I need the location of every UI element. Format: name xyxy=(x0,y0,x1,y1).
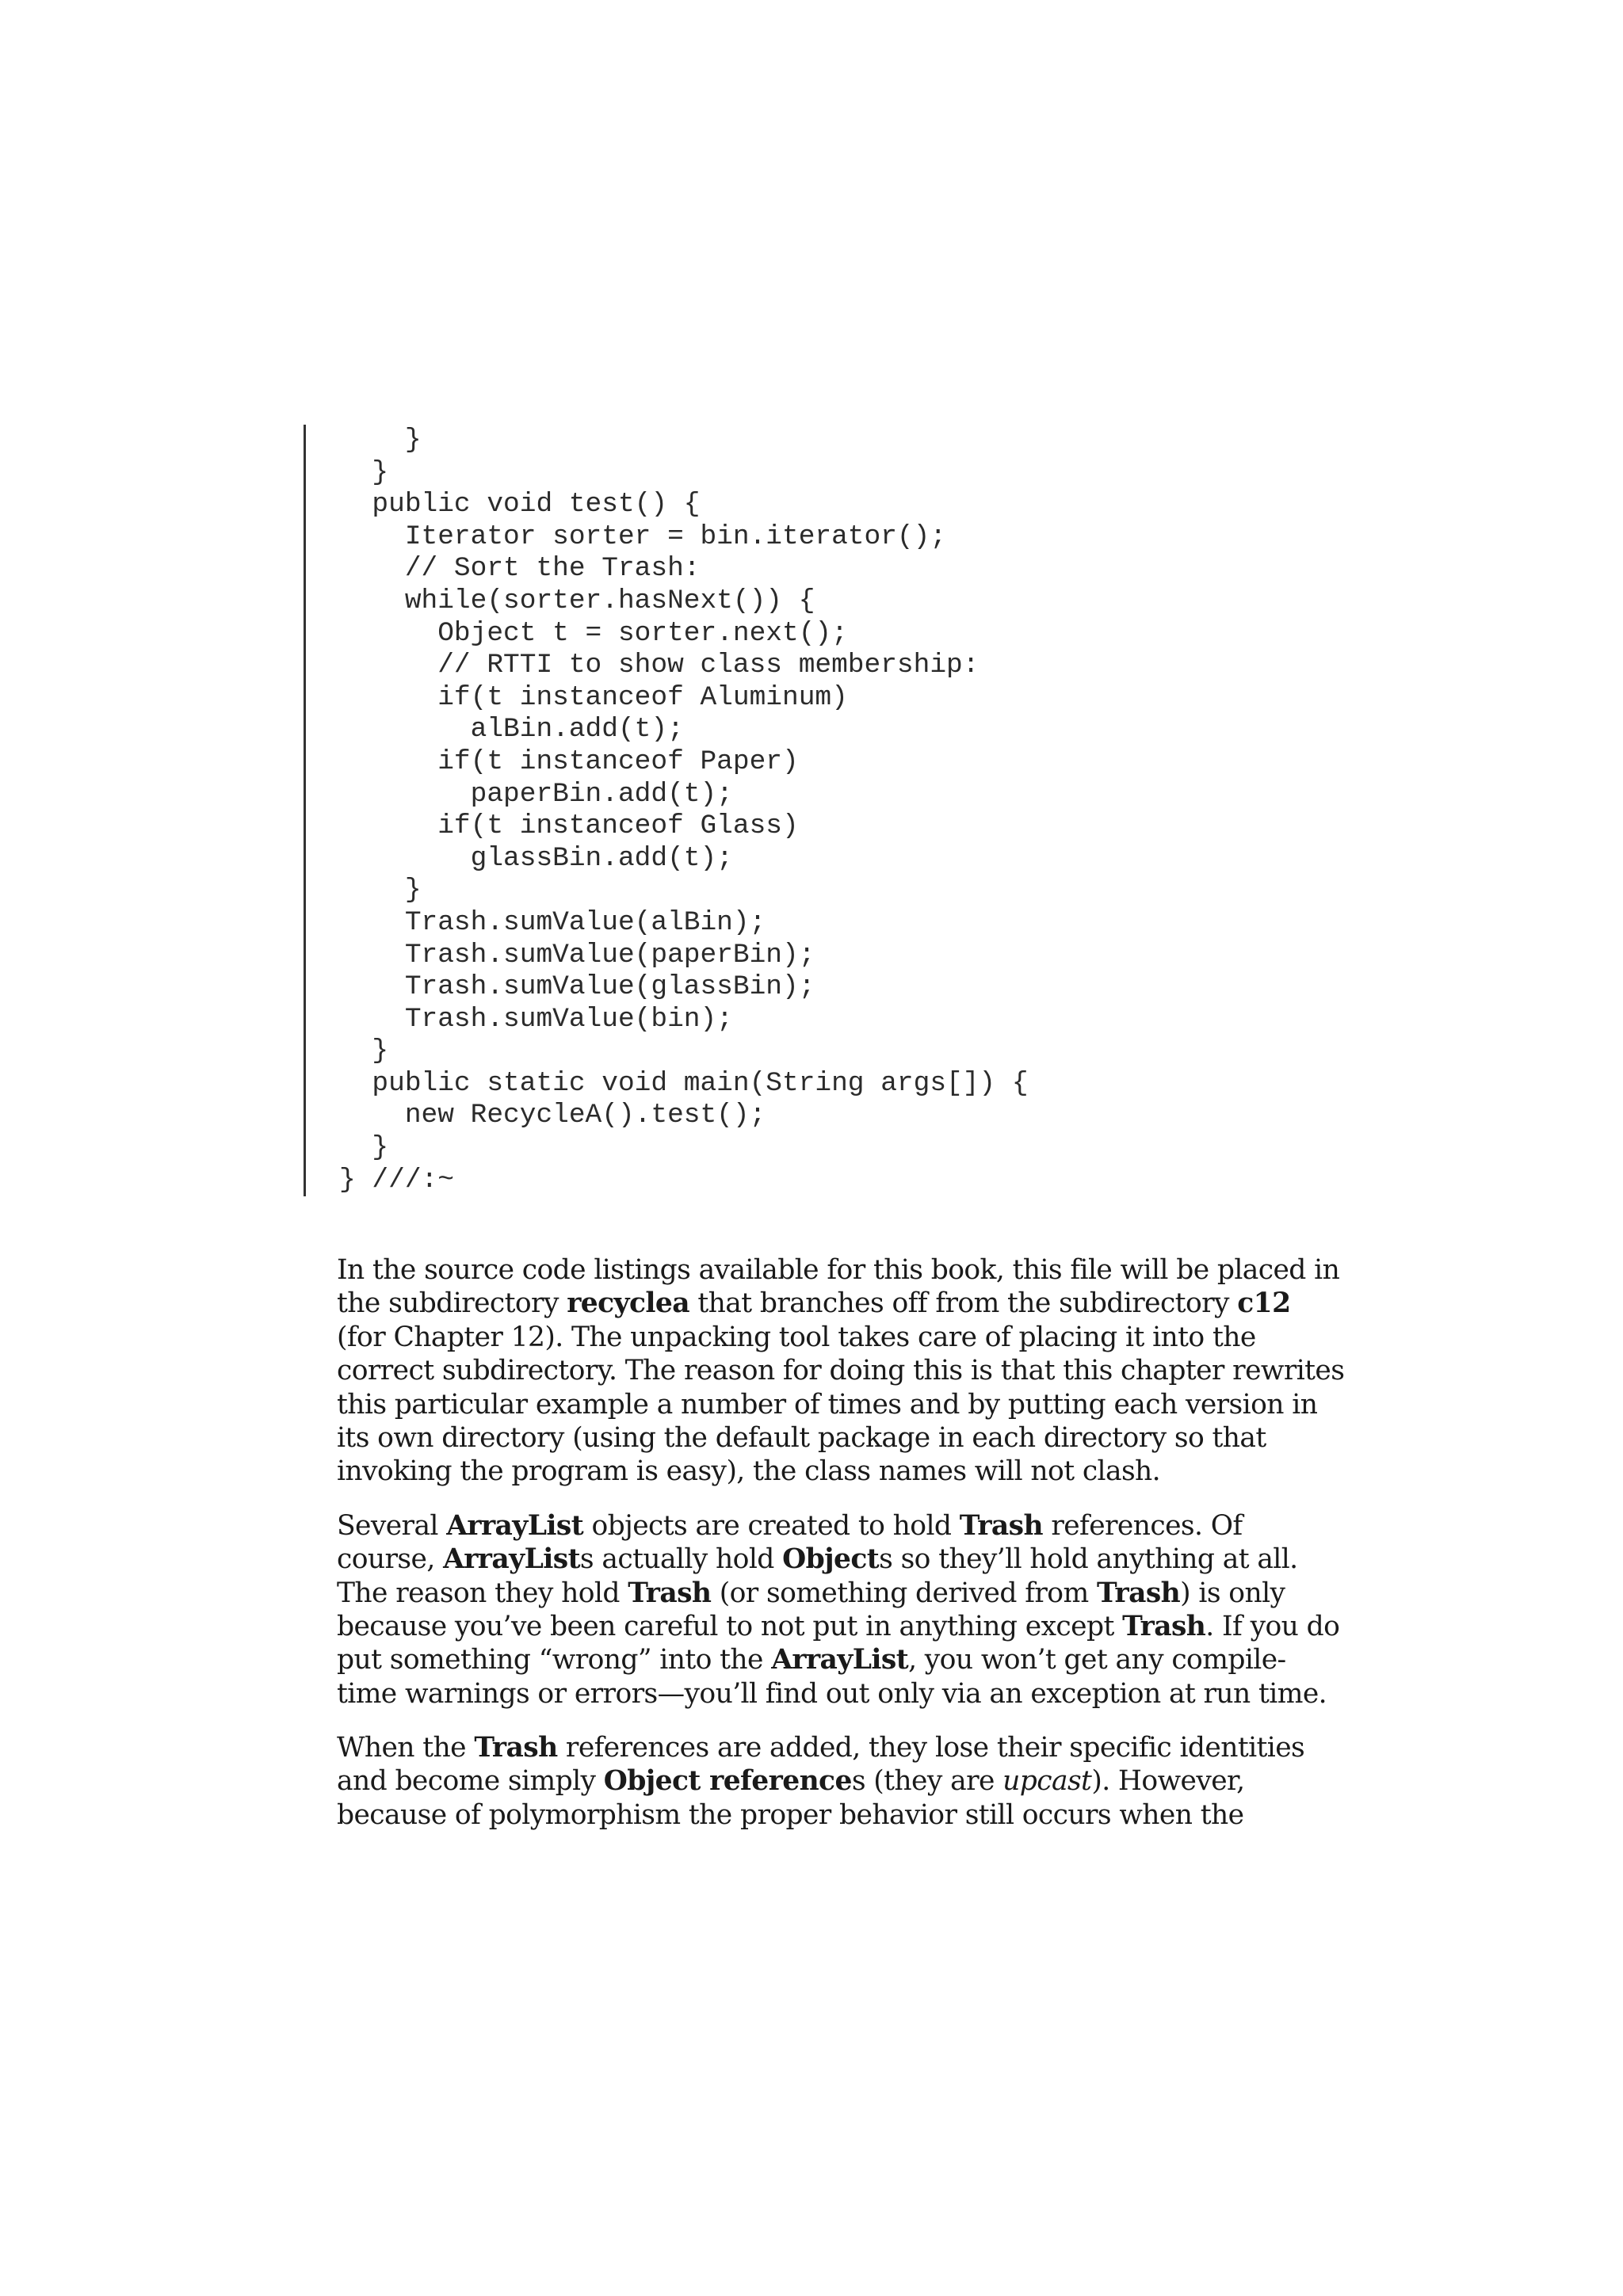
text-run: course, xyxy=(337,1543,444,1576)
text-run: the subdirectory xyxy=(337,1287,567,1320)
text-line xyxy=(337,1764,1335,1798)
text-line xyxy=(337,1421,1335,1455)
text-line xyxy=(337,1354,1345,1387)
text-run: correct subdirectory. The reason for doing this is that this chapter rewrites xyxy=(337,1355,1345,1387)
body-text xyxy=(337,1253,1345,1852)
text-run: that branches off from the subdirectory xyxy=(689,1287,1238,1320)
text-run: time warnings or errors—you’ll find out only via an exception at run time. xyxy=(337,1677,1327,1710)
text-line xyxy=(337,1643,1335,1676)
text-line xyxy=(337,1287,1335,1320)
text-run: (or something derived from xyxy=(711,1577,1097,1609)
text-line xyxy=(337,1509,1335,1543)
text-line xyxy=(337,1610,1340,1643)
code-line: public static void main(String args[]) { xyxy=(339,1067,1029,1099)
bold-term: ArrayList xyxy=(443,1543,580,1576)
paragraph xyxy=(337,1509,1340,1711)
code-line: if(t instanceof Glass) xyxy=(339,810,799,842)
text-line xyxy=(337,1388,1335,1421)
code-line: public void test() { xyxy=(339,489,701,521)
text-run: this particular example a number of times and by putting each version in xyxy=(337,1388,1318,1421)
text-run: its own directory (using the default package in each directory so that xyxy=(337,1421,1266,1454)
code-line: Trash.sumValue(paperBin); xyxy=(339,939,815,971)
code-line: if(t instanceof Paper) xyxy=(339,746,799,777)
code-line: } xyxy=(339,1132,389,1164)
text-run: , you won’t get any compile- xyxy=(908,1644,1286,1676)
code-line: Object t = sorter.next(); xyxy=(339,617,848,649)
text-run: The reason they hold xyxy=(337,1577,628,1609)
code-line: paperBin.add(t); xyxy=(339,778,733,810)
bold-term: Trash xyxy=(628,1577,712,1609)
text-line xyxy=(337,1455,1335,1488)
text-run: When the xyxy=(337,1732,475,1764)
code-line: Trash.sumValue(glassBin); xyxy=(339,971,815,1003)
text-line xyxy=(337,1577,1335,1610)
bold-term: Trash xyxy=(1096,1577,1181,1609)
text-run: and become simply xyxy=(337,1765,604,1798)
bold-term: ArrayList xyxy=(446,1509,584,1542)
text-run: s actually hold xyxy=(579,1543,783,1576)
bold-term: c12 xyxy=(1237,1287,1291,1320)
code-line: while(sorter.hasNext()) { xyxy=(339,585,815,616)
code-line: Iterator sorter = bin.iterator(); xyxy=(339,521,947,552)
code-line: alBin.add(t); xyxy=(339,714,684,746)
bold-term: recyclea xyxy=(567,1287,690,1320)
text-line xyxy=(337,1798,1335,1832)
code-line: } xyxy=(339,425,422,456)
text-run: put something “wrong” into the xyxy=(337,1644,772,1676)
code-line: Trash.sumValue(alBin); xyxy=(339,906,766,938)
italic-term: upcast xyxy=(1002,1765,1092,1798)
text-line xyxy=(337,1731,1335,1764)
code-line: } xyxy=(339,875,422,906)
text-run: Several xyxy=(337,1509,447,1542)
text-run: because of polymorphism the proper behavior still occurs when the xyxy=(337,1798,1244,1831)
code-line: } xyxy=(339,456,389,488)
text-run: (for Chapter 12). The unpacking tool takes care of placing it into the xyxy=(337,1321,1256,1353)
bold-term: Object xyxy=(782,1543,880,1576)
text-line xyxy=(337,1253,1340,1287)
bold-term: ArrayList xyxy=(771,1644,909,1676)
code-line: } xyxy=(339,1035,389,1067)
paragraph xyxy=(337,1253,1345,1489)
text-run: ). However, xyxy=(1091,1765,1245,1798)
text-run: s so they’ll hold anything at all. xyxy=(879,1543,1298,1576)
text-run: references are added, they lose their specific identities xyxy=(557,1732,1305,1764)
text-run: In the source code listings available for this book, this file will be placed in xyxy=(337,1254,1340,1286)
code-line: } ///:~ xyxy=(339,1164,454,1196)
bold-term: Object reference xyxy=(603,1765,852,1798)
text-run: invoking the program is easy), the class names will not clash. xyxy=(337,1455,1161,1488)
text-line xyxy=(337,1677,1335,1711)
code-line: // RTTI to show class membership: xyxy=(339,650,980,681)
text-run: because you’ve been careful to not put in anything except xyxy=(337,1610,1123,1642)
paragraph xyxy=(337,1731,1335,1832)
bold-term: Trash xyxy=(959,1509,1043,1542)
text-run: objects are created to hold xyxy=(583,1509,960,1542)
text-line xyxy=(337,1321,1335,1354)
code-line: glassBin.add(t); xyxy=(339,842,733,874)
text-run: ) is only xyxy=(1180,1577,1285,1609)
text-line xyxy=(337,1543,1335,1576)
bold-term: Trash xyxy=(1122,1610,1206,1642)
code-line: Trash.sumValue(bin); xyxy=(339,1003,733,1035)
code-line: new RecycleA().test(); xyxy=(339,1100,766,1131)
bold-term: Trash xyxy=(474,1732,558,1764)
code-listing xyxy=(304,425,1334,1196)
text-run: references. Of xyxy=(1042,1509,1243,1542)
text-run: . If you do xyxy=(1205,1610,1340,1642)
code-line: // Sort the Trash: xyxy=(339,553,701,585)
text-run: s (they are xyxy=(851,1765,1003,1798)
code-line: if(t instanceof Aluminum) xyxy=(339,681,848,713)
